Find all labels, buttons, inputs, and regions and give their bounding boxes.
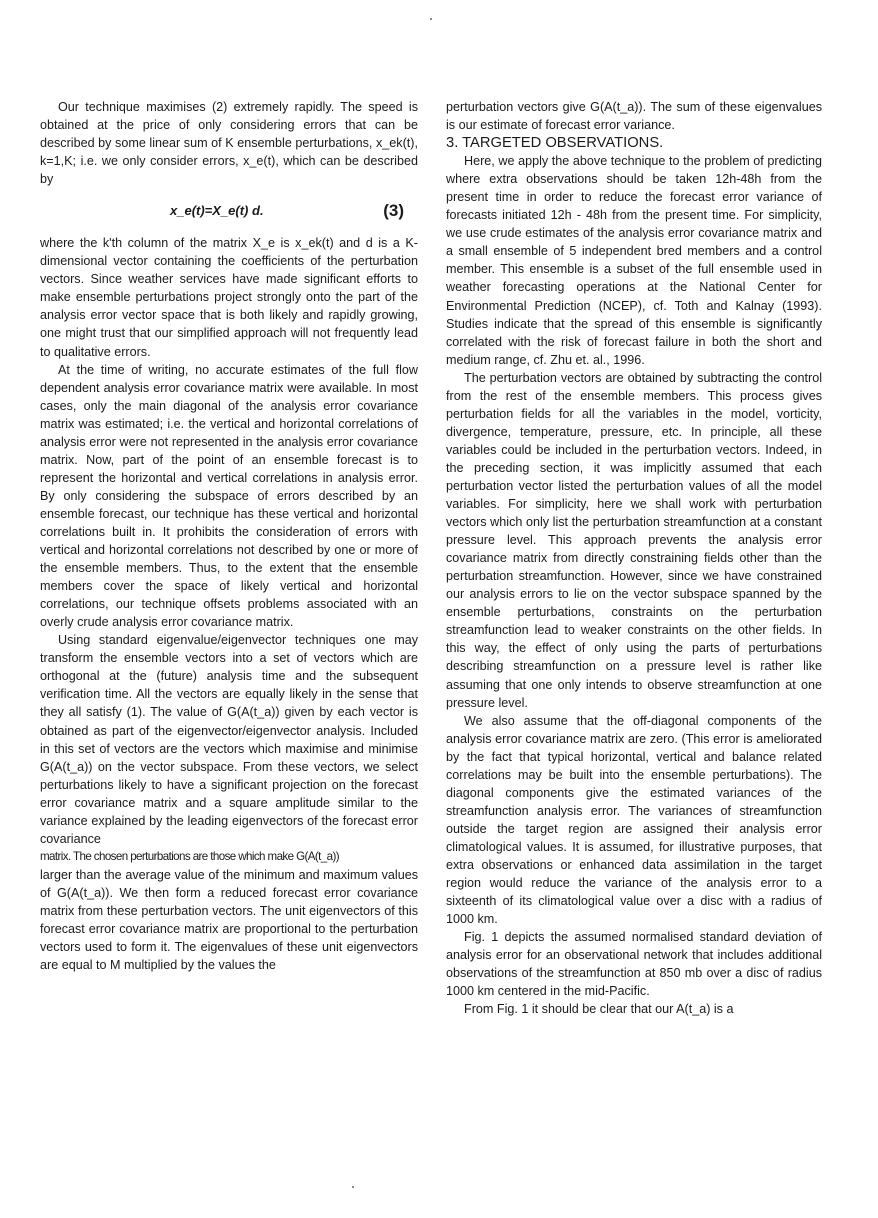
paragraph: Using standard eigenvalue/eigenvector techniques one may transform the ensemble vectors into a set of vectors which are orthogonal at the (future) analysis time and the subsequent verification time. All the vectors are equally likely in the sense that they all satisfy (1). The value of G(A(t_a)) given by each vector is obtained as part of the eigenvector/eigenvector analysis. Included in this set of vectors are the vectors which maximise and minimise G(A(t_a)) on the vector subspace. From these vectors, we select perturbations likely to have a significant projection on the forecast error covariance matrix and a square amplitude similar to the variance explained by the leading eigenvectors of the forecast error covariance bbox=[40, 633, 418, 846]
paragraph: Our technique maximises (2) extremely rapidly. The speed is obtained at the price of only considering errors that can be described by some linear sum of K ensemble perturbations, x_ek(t), k=1,K; i.e. we only consider errors, x_e(t), which can be described by bbox=[40, 100, 418, 187]
right-column bbox=[446, 98, 822, 1018]
equation-number: (3) bbox=[383, 201, 404, 221]
paragraph-fragment: larger than the average value of the minimum and maximum values of G(A(t_a)). We then form a reduced forecast error covariance matrix from these perturbation vectors. The unit eigenvectors of this forecast error covariance matrix are proportional to the perturbation vectors used to form it. The eigenvalues of these unit eigenvectors are equal to M multiplied by the values the bbox=[40, 867, 418, 973]
paragraph: We also assume that the off-diagonal components of the analysis error covariance matrix are zero. (This error is ameliorated by the fact that typical horizontal, vertical and balance related correlations may be built into the ensemble perturbations). The diagonal components give the estimated variances of the streamfunction analysis error. The variances of streamfunction outside the target region are assigned their analysis error climatological values. It is assumed, for illustrative purposes, that extra observations or enhanced data assimilation in the target region would reduce the variance of the analysis error to a sixteenth of its climatological value over a disc with a radius of 1000 km. bbox=[446, 713, 822, 927]
paragraph: At the time of writing, no accurate estimates of the full flow dependent analysis error covariance matrix were available. In most cases, only the main diagonal of the analysis error covariance matrix was estimated; i.e. the vertical and horizontal correlations of analysis error were not represented in the analysis error covariance matrix. Now, part of the point of an ensemble forecast is to represent the horizontal and vertical correlations in analysis error. By only considering the subspace of errors described by an ensemble forecast, our technique has these vertical and horizontal correlations built in. It prohibits the consideration of errors with vertical and horizontal correlations not described by one or more of the ensemble members. Thus, to the extent that the ensemble members cover the space of likely vertical and horizontal correlations, our technique offsets problems associated with an overly crude analysis error covariance matrix. bbox=[40, 362, 418, 630]
scan-speck bbox=[352, 1186, 354, 1188]
equation-body: x_e(t)=X_e(t) d. bbox=[170, 203, 264, 219]
scan-speck bbox=[430, 18, 432, 20]
paragraph: where the k'th column of the matrix X_e is x_ek(t) and d is a K-dimensional vector containing the coefficients of the perturbation vectors. Since weather services have made significant efforts to make ensemble perturbations project strongly onto the part of the analysis error vector space that is both likely and rapidly growing, one might trust that our simplified approach will not frequently lead to qualitative errors. bbox=[40, 236, 418, 359]
paragraph: perturbation vectors give G(A(t_a)). The sum of these eigenvalues is our estimate of forecast error variance. bbox=[446, 100, 822, 133]
paragraph: From Fig. 1 it should be clear that our A(t_a) is a bbox=[464, 1002, 734, 1017]
section-heading: 3. TARGETED OBSERVATIONS. bbox=[446, 135, 664, 152]
paragraph: Here, we apply the above technique to the problem of predicting where extra observations should be taken 12h-48h from the present time in order to reduce the forecast error variance of forecasts initiated 12h - 48h from the present time. For simplicity, we use crude estimates of the analysis error covariance matrix and a small ensemble of 5 independent bred members and a control member. This ensemble is a subset of the full ensemble used in weather forecasting operations at the National Center for Environmental Prediction (NCEP), cf. Toth and Kalnay (1993). Studies indicate that the spread of this ensemble is significantly correlated with the risk of forecast failure in both the short and medium range, cf. Zhu et. al., 1996. bbox=[446, 154, 822, 367]
paragraph-fragment: matrix. The chosen perturbations are those which make G(A(t_a)) bbox=[40, 849, 339, 863]
paragraph: The perturbation vectors are obtained by subtracting the control from the rest of the ensemble members. This process gives perturbation fields for all the variables in the model, vorticity, divergence, temperature, pressure, etc. In principle, all these variables could be included in the perturbation vectors. Indeed, in the preceding section, it was implicitly assumed that each perturbation vector listed the perturbation values of all the model variables. For simplicity, here we shall work with perturbation vectors which only list the perturbation streamfunction at a constant pressure level. This approach prevents the analysis error covariance matrix from directly constraining fields other than the perturbation streamfunction. However, since we have constrained our analysis errors to lie on the vector subspace spanned by the ensemble perturbations, constraints on the perturbation streamfunction lead to weaker constraints on the other fields. In this way, the effect of only using the parts of perturbations describing streamfunction on a pressure level is rather like assuming that one only intends to observe streamfunction at one pressure level. bbox=[446, 370, 822, 710]
paragraph: Fig. 1 depicts the assumed normalised standard deviation of analysis error for an observational network that includes additional observations of the streamfunction at 850 mb over a disc of radius 1000 km centered in the mid-Pacific. bbox=[446, 930, 822, 999]
left-column bbox=[40, 98, 418, 974]
equation-3 bbox=[40, 188, 418, 234]
